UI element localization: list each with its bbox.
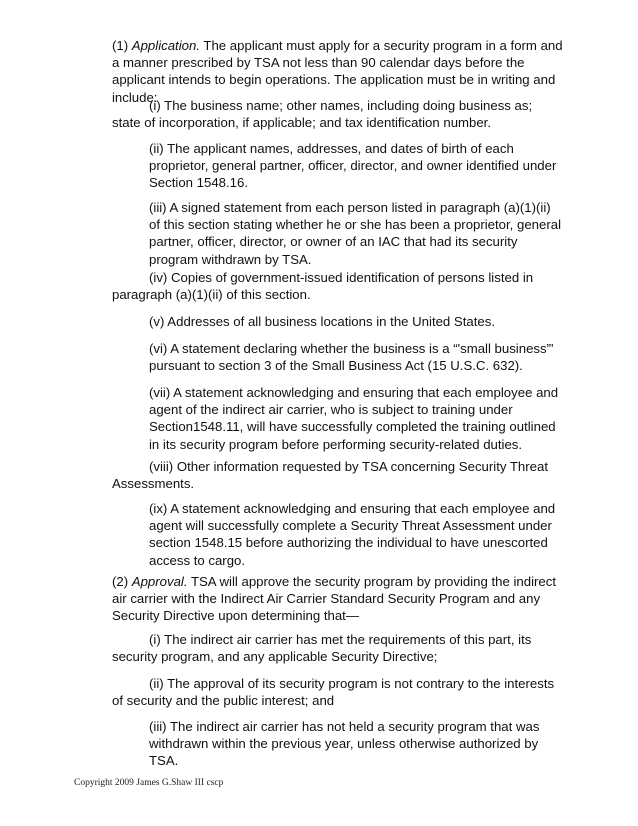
list-item: (iii) The indirect air carrier has not held a security program that was withdrawn within the previous year, unless otherwise authorized by TSA. [149,719,540,769]
section-number: (1) [112,38,129,53]
list-item: (ii) The approval of its security program is not contrary to the interests of security and the public interest; and [112,676,555,709]
list-item: (vi) A statement declaring whether the business is a “'small business”' pursuant to section 3 of the Small Business Act (15 U.S.C. 632). [149,341,554,374]
list-item: (i) The business name; other names, including doing business as; state of incorporation, if applicable; and tax identification number. [112,98,533,131]
list-item: (iv) Copies of government-issued identification of persons listed in paragraph (a)(1)(ii) of this section. [112,270,534,303]
list-item: (ii) The applicant names, addresses, and dates of birth of each proprietor, general partner, officer, director, and owner identified under Section 1548.16. [149,141,557,191]
copyright-footer: Copyright 2009 James G.Shaw III cscp [74,778,224,788]
list-item: (v) Addresses of all business locations in the United States. [149,314,495,329]
section-application [112,37,564,106]
section-text: TSA will approve the security program by providing the indirect air carrier with the Indirect Air Carrier Standard Security Program and any Security Directive upon determining that— [112,574,556,624]
section-text: The applicant must apply for a security program in a form and a manner prescribed by TSA not less than 90 calendar days before the applicant intends to begin operations. The application must be in writing and include: [112,38,563,105]
section-heading: Application. [131,38,200,53]
list-item: (vii) A statement acknowledging and ensuring that each employee and agent of the indirect air carrier, who is subject to training under Section1548.11, will have successfully completed the training outlined in its security program before performing security-related duties. [149,385,559,452]
list-item: (i) The indirect air carrier has met the requirements of this part, its security program, and any applicable Security Directive; [112,632,532,665]
section-number: (2) [112,574,129,589]
list-item: (viii) Other information requested by TSA concerning Security Threat Assessments. [112,459,548,492]
section-heading: Approval. [131,574,188,589]
section-approval [112,573,564,625]
list-item: (iii) A signed statement from each person listed in paragraph (a)(1)(ii) of this section stating whether he or she has been a proprietor, general partner, officer, director, or owner of an IAC that had its security program withdrawn by TSA. [149,200,561,267]
list-item: (ix) A statement acknowledging and ensuring that each employee and agent will successfully complete a Security Threat Assessment under section 1548.15 before authorizing the individual to have unescorted access to cargo. [149,501,556,568]
